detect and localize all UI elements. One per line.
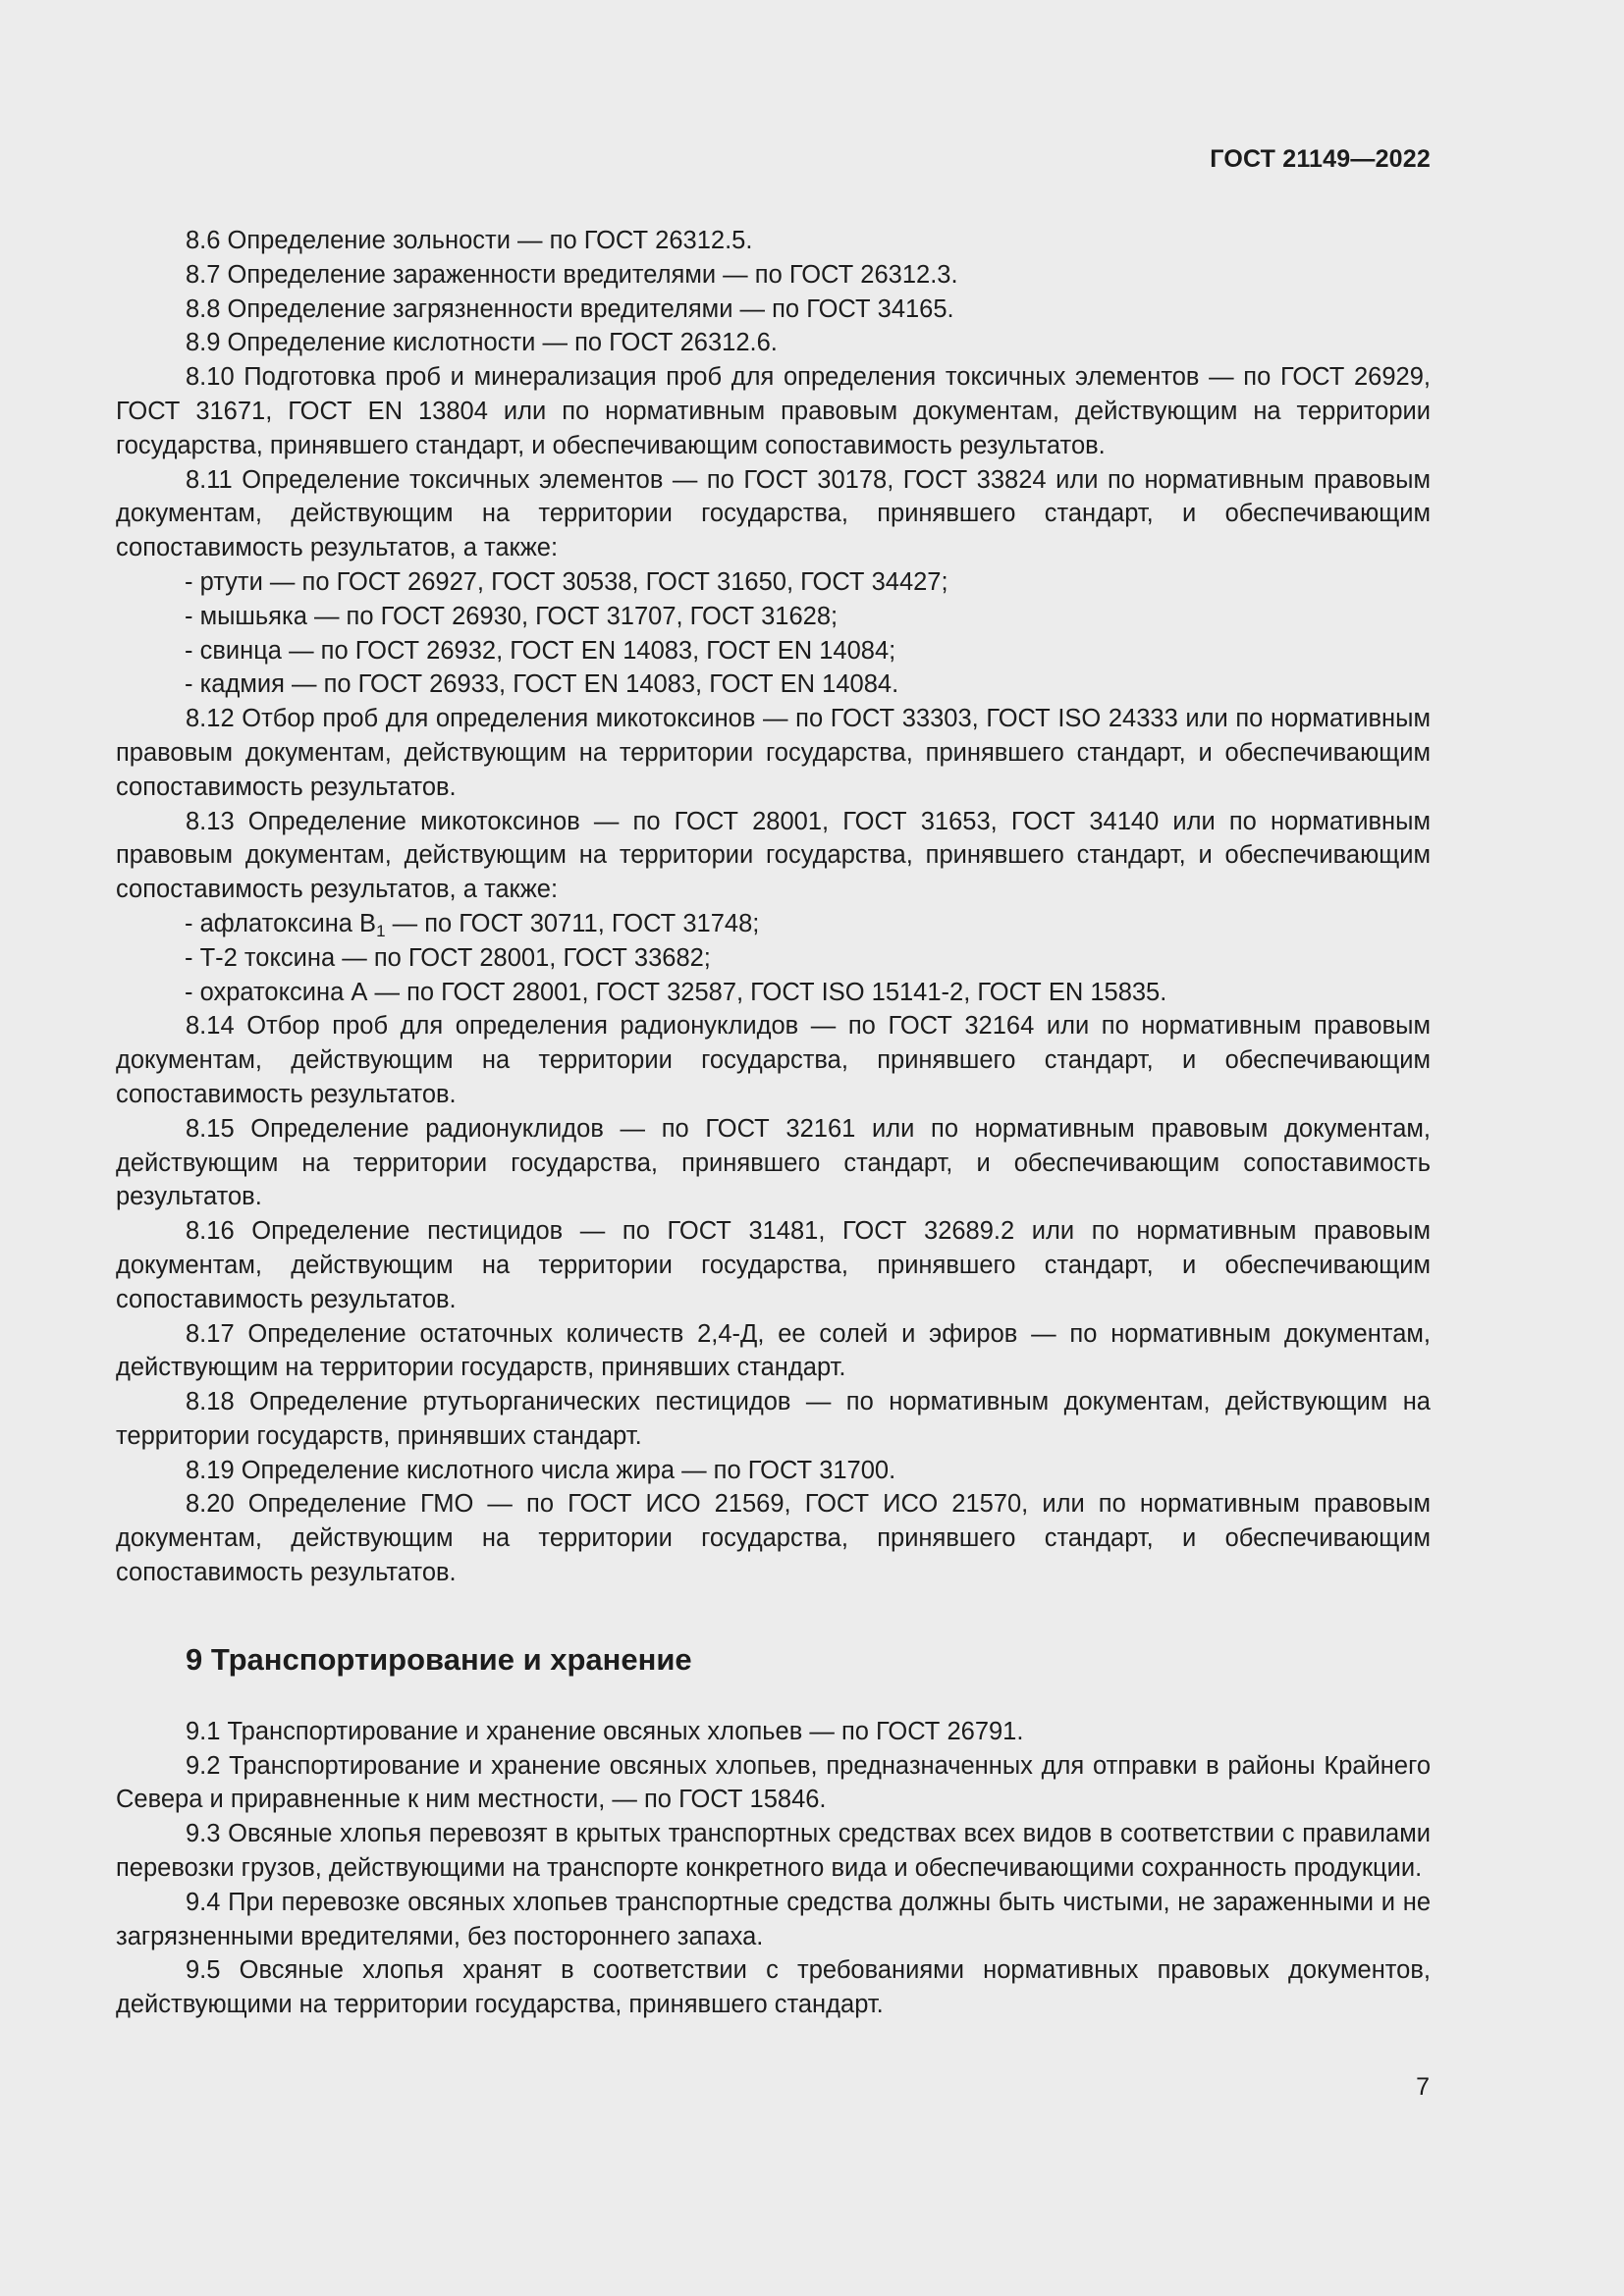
paragraph-8-16: 8.16 Определение пестицидов — по ГОСТ 31481, ГОСТ 32689.2 или по нормативным правовым документам, действующим на территории государства, принявшего стандарт, и обеспечивающим сопоставимость результатов. (116, 1217, 1431, 1313)
paragraph-9-2: 9.2 Транспортирование и хранение овсяных хлопьев, предназначенных для отправки в районы Крайнего Севера и приравненные к ним местности, — по ГОСТ 15846. (116, 1751, 1431, 1814)
list-item-cadmium: - кадмия — по ГОСТ 26933, ГОСТ EN 14083, ГОСТ EN 14084. (185, 670, 899, 699)
paragraph-8-13: 8.13 Определение микотоксинов — по ГОСТ 28001, ГОСТ 31653, ГОСТ 34140 или по нормативным правовым документам, действующим на территории государства, принявшего стандарт, и обеспечивающим сопоставимость результатов, а также: (116, 807, 1431, 904)
aflatoxin-prefix: - афлатоксина В (185, 909, 377, 937)
paragraph-9-5: 9.5 Овсяные хлопья хранят в соответствии с требованиями нормативных правовых документов, действующими на территории государства, принявшего стандарт. (116, 1956, 1431, 2019)
list-item-lead: - свинца — по ГОСТ 26932, ГОСТ EN 14083, ГОСТ EN 14084; (185, 636, 896, 665)
paragraph-8-14: 8.14 Отбор проб для определения радионуклидов — по ГОСТ 32164 или по нормативным правовым документам, действующим на территории государства, принявшего стандарт, и обеспечивающим сопоставимость результатов. (116, 1012, 1431, 1108)
paragraph-8-18: 8.18 Определение ртутьорганических пестицидов — по нормативным документам, действующим на территории государств, принявших стандарт. (116, 1388, 1431, 1450)
paragraph-8-17: 8.17 Определение остаточных количеств 2,4-Д, ее солей и эфиров — по нормативным документам, действующим на территории государств, принявших стандарт. (116, 1319, 1431, 1382)
paragraph-8-12: 8.12 Отбор проб для определения микотоксинов — по ГОСТ 33303, ГОСТ ISO 24333 или по нормативным правовым документам, действующим на территории государства, принявшего стандарт, и обеспечивающим сопоставимость результатов. (116, 705, 1431, 801)
paragraph-8-11: 8.11 Определение токсичных элементов — по ГОСТ 30178, ГОСТ 33824 или по нормативным правовым документам, действующим на территории государства, принявшего стандарт, и обеспечивающим сопоставимость результатов, а также: (116, 465, 1431, 562)
section-9-heading: 9 Транспортирование и хранение (186, 1641, 692, 1677)
list-item-t2-toxin: - Т-2 токсина — по ГОСТ 28001, ГОСТ 33682; (185, 943, 711, 972)
paragraph-8-15: 8.15 Определение радионуклидов — по ГОСТ 32161 или по нормативным правовым документам, действующим на территории государства, принявшего стандарт, и обеспечивающим сопоставимость результатов. (116, 1114, 1431, 1211)
standard-code: ГОСТ 21149—2022 (1210, 145, 1431, 173)
page-number: 7 (1416, 2073, 1430, 2101)
paragraph-9-3: 9.3 Овсяные хлопья перевозят в крытых транспортных средствах всех видов в соответствии с правилами перевозки грузов, действующими на транспорте конкретного вида и обеспечивающими сохранность продукции. (116, 1820, 1431, 1883)
paragraph-8-9: 8.9 Определение кислотности — по ГОСТ 26312.6. (186, 329, 778, 357)
list-item-mercury: - ртути — по ГОСТ 26927, ГОСТ 30538, ГОСТ 31650, ГОСТ 34427; (185, 567, 948, 596)
paragraph-8-6: 8.6 Определение зольности — по ГОСТ 26312.5. (186, 227, 753, 254)
paragraph-9-1: 9.1 Транспортирование и хранение овсяных хлопьев — по ГОСТ 26791. (186, 1717, 1024, 1745)
paragraph-8-19: 8.19 Определение кислотного числа жира — по ГОСТ 31700. (186, 1456, 896, 1484)
list-item-ochratoxin: - охратоксина А — по ГОСТ 28001, ГОСТ 32587, ГОСТ ISO 15141-2, ГОСТ EN 15835. (185, 978, 1167, 1006)
paragraph-8-8: 8.8 Определение загрязненности вредителями — по ГОСТ 34165. (186, 294, 954, 323)
list-item-aflatoxin (116, 907, 1431, 941)
list-item-arsenic: - мышьяка — по ГОСТ 26930, ГОСТ 31707, ГОСТ 31628; (185, 602, 839, 630)
document-body (116, 224, 1431, 2022)
paragraph-8-20: 8.20 Определение ГМО — по ГОСТ ИСО 21569, ГОСТ ИСО 21570, или по нормативным правовым документам, действующим на территории государства, принявшего стандарт, и обеспечивающим сопоставимость результатов. (116, 1490, 1431, 1587)
paragraph-8-7: 8.7 Определение зараженности вредителями — по ГОСТ 26312.3. (186, 260, 958, 289)
paragraph-9-4: 9.4 При перевозке овсяных хлопьев транспортные средства должны быть чистыми, не зараженными и не загрязненными вредителями, без постороннего запаха. (116, 1888, 1431, 1950)
paragraph-8-10: 8.10 Подготовка проб и минерализация проб для определения токсичных элементов — по ГОСТ 26929, ГОСТ 31671, ГОСТ EN 13804 или по нормативным правовым документам, действующим на территории государства, принявшего стандарт, и обеспечивающим сопоставимость результатов. (116, 363, 1431, 459)
aflatoxin-subscript: 1 (376, 921, 386, 940)
aflatoxin-suffix: — по ГОСТ 30711, ГОСТ 31748; (385, 909, 760, 937)
